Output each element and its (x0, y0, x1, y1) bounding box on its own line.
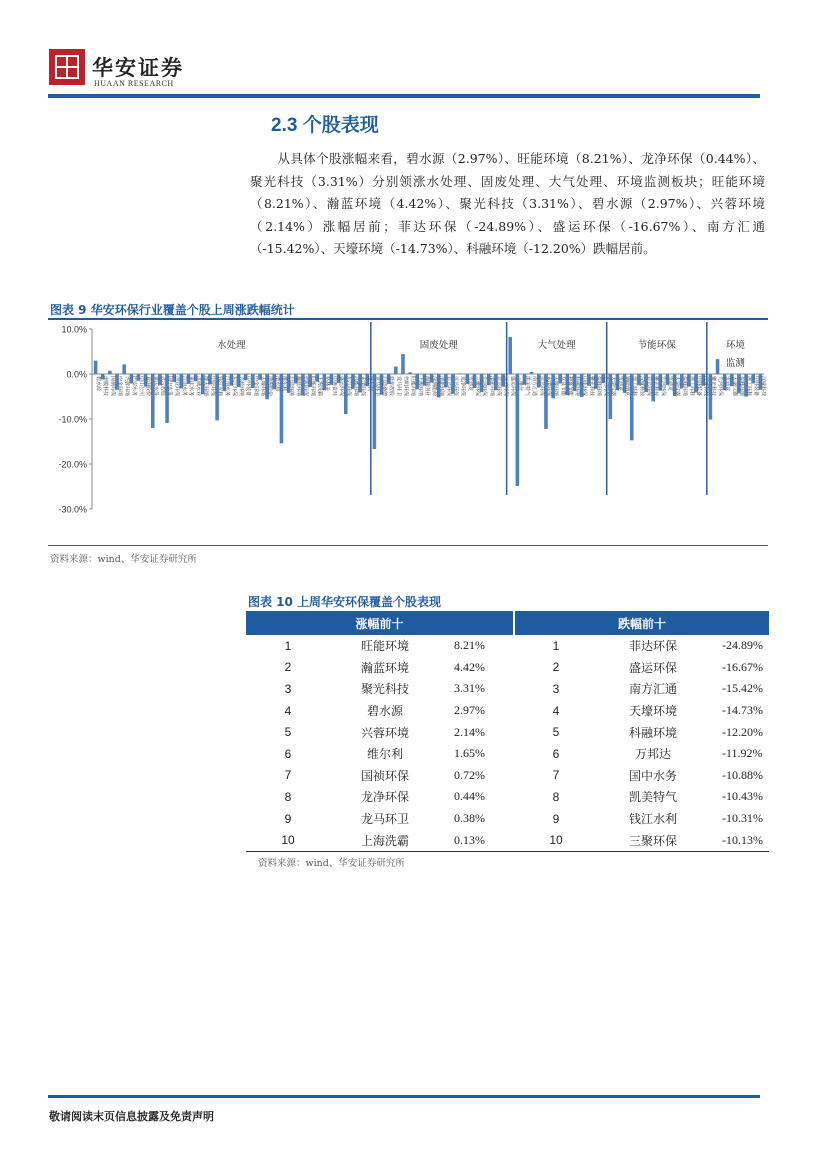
sector-label: 水处理 (217, 340, 246, 351)
category-label: 汉威科技 (759, 376, 766, 397)
loser-rank: 9 (552, 811, 560, 826)
loser-pct: -11.92% (722, 746, 763, 761)
top-movers-table (246, 611, 769, 852)
y-tick-label: 10.0% (61, 324, 87, 335)
category-label: 盈峰环境 (738, 376, 745, 397)
table-row (246, 829, 769, 851)
gainer-pct: 3.31% (454, 681, 485, 696)
category-label: 格林美 (323, 376, 330, 392)
gainer-pct: 8.21% (454, 638, 485, 653)
category-label: 天壕环境 (552, 376, 559, 397)
table-row (246, 808, 769, 830)
category-label: 钢研纳克 (624, 376, 631, 397)
category-label: 上海环境 (416, 376, 423, 397)
loser-name: 国中水务 (628, 768, 677, 783)
bar-0 (94, 361, 98, 374)
category-label: 龙马环卫 (395, 376, 402, 397)
category-label: 蓝焰控股 (388, 376, 395, 397)
table-row (246, 743, 769, 765)
gainer-rank: 6 (284, 746, 292, 761)
bar-58 (508, 337, 512, 374)
category-label: 汉威科技 (638, 376, 645, 397)
category-label: 雪迪龙 (616, 376, 623, 392)
table10-source: 资料来源：wind、华安证券研究所 (258, 858, 405, 869)
category-label: 重庆水务 (188, 376, 195, 397)
bar-42 (394, 367, 398, 374)
bar-2 (108, 371, 112, 374)
category-label: 国祯环保 (109, 376, 116, 397)
loser-pct: -14.73% (722, 703, 763, 718)
category-label: 理工环科 (745, 376, 752, 397)
category-label: 中金环境 (252, 376, 259, 397)
loser-pct: -12.20% (722, 724, 763, 739)
category-label: 天瑞仪器 (731, 376, 738, 397)
category-label: 旺能环境 (309, 376, 316, 397)
category-label: 远达环保 (538, 376, 545, 397)
category-label: 雪迪龙 (466, 376, 473, 392)
category-label: 深圳能源 (431, 376, 438, 397)
loser-rank: 7 (552, 768, 560, 783)
section-title: 2.3 个股表现 (271, 115, 379, 136)
bar-51 (458, 373, 462, 374)
y-tick-label: -20.0% (58, 459, 87, 470)
gainer-name: 兴蓉环境 (360, 725, 409, 740)
gainer-pct: 2.97% (454, 703, 485, 718)
category-label: 永清环保 (545, 376, 552, 397)
category-label: 伟明环保 (402, 376, 409, 397)
section-paragraph: 从具体个股涨幅来看，碧水源（2.97%）、旺能环境（8.21%）、龙净环保（0.44%）、聚光科技（3.31%）分别领涨水处理、固废处理、大气处理、环境监测板块；旺能环境（8.21%）、瀚蓝环境（4.42%）、聚光科技（3.31%）、碧水源（2.97%）、兴蓉环境（2.14%）涨幅居前；菲达环保（-24.89%）、盛运环保（-16.67%）、南方汇通（-15.42%）、天壕环境（-14.73%）、科融环境（-12.20%）跌幅居前。 (250, 151, 765, 257)
bar-43 (401, 354, 405, 374)
category-label: 巴安水务 (130, 376, 137, 397)
figure9-bottom-rule (48, 545, 768, 546)
loser-pct: -10.31% (722, 811, 763, 826)
y-tick-label: -30.0% (58, 504, 87, 515)
category-label: 旺能环境 (409, 376, 416, 397)
table-row (246, 786, 769, 808)
table-row (246, 721, 769, 743)
category-label: 聚光科技 (652, 376, 659, 397)
category-label: 中环装备 (752, 376, 759, 397)
table10-title: 图表 10 上周华安环保覆盖个股表现 (248, 595, 442, 609)
loser-rank: 1 (552, 638, 560, 653)
category-label: 东江环保 (230, 376, 237, 397)
category-label: 中山公用 (137, 376, 144, 397)
gainer-name: 龙净环保 (360, 790, 409, 805)
gainers-header: 涨幅前十 (246, 611, 514, 635)
loser-pct: -16.67% (722, 659, 763, 674)
category-label: 汉威科技 (702, 376, 709, 397)
category-label: 理工环科 (688, 376, 695, 397)
category-label: 国中水务 (166, 376, 173, 397)
y-tick-label: 0.0% (66, 369, 87, 380)
loser-name: 三聚环保 (598, 829, 708, 851)
category-label: 盈峰环境 (595, 376, 602, 397)
category-label: 雪迪龙 (666, 376, 673, 392)
loser-name: 盛运环保 (628, 660, 677, 675)
loser-name: 科融环境 (628, 725, 677, 740)
gainer-rank: 4 (284, 703, 292, 718)
category-label: 清水源 (273, 376, 280, 392)
bar-4 (122, 364, 126, 374)
gainer-name: 国祯环保 (360, 768, 409, 783)
sector-label: 大气处理 (537, 340, 576, 351)
loser-name: 钱江水利 (628, 812, 677, 827)
loser-name: 南方汇通 (628, 682, 677, 697)
gainer-name: 维尔利 (366, 747, 403, 762)
gainer-rank: 10 (246, 829, 330, 851)
bar-44 (408, 372, 412, 374)
category-label: 东江环保 (345, 376, 352, 397)
category-label: 海螺创业 (423, 376, 430, 397)
category-label: 神雾节能 (566, 376, 573, 397)
gainer-rank: 2 (284, 660, 292, 675)
category-label: 聚光科技 (588, 376, 595, 397)
header-divider (48, 94, 760, 98)
category-label: 重庆水务 (152, 376, 159, 397)
gainer-rank: 8 (284, 789, 292, 804)
y-tick-label: -10.0% (58, 414, 87, 425)
category-label: 维尔利 (280, 376, 287, 392)
gainer-name: 上海洗霸 (330, 829, 440, 851)
gainer-pct: 0.13% (440, 829, 514, 851)
category-label: 雪迪龙 (724, 376, 731, 392)
table-row (246, 700, 769, 722)
gainer-pct: 0.38% (454, 811, 485, 826)
category-label: 南方汇通 (531, 376, 538, 397)
table-row (246, 657, 769, 679)
company-name-en: HUAAN RESEARCH (94, 79, 174, 88)
gainer-pct: 2.14% (454, 724, 485, 739)
category-label: 伟明环保 (302, 376, 309, 397)
company-logo-mark (49, 49, 85, 85)
category-label: 三维丝 (516, 376, 523, 392)
gainer-name: 聚光科技 (360, 682, 409, 697)
gainer-rank: 1 (284, 638, 292, 653)
category-label: 菲达环保 (645, 376, 652, 397)
category-label: 天瑞仪器 (674, 376, 681, 397)
category-label: 理工环科 (631, 376, 638, 397)
category-label: 上海洗霸 (316, 376, 323, 397)
category-label: 聚光科技 (709, 376, 716, 397)
loser-rank: 2 (552, 660, 560, 675)
loser-rank: 6 (552, 746, 560, 761)
category-label: 先河环保 (659, 376, 666, 397)
loser-rank: 10 (514, 829, 598, 851)
sector-label: 监测 (725, 358, 745, 369)
loser-name: 天壕环境 (628, 704, 677, 719)
category-label: 兴源环境 (238, 376, 245, 397)
category-label: 天瑞仪器 (609, 376, 616, 397)
bar-61 (530, 372, 534, 374)
category-label: 凯美特气 (524, 376, 531, 397)
loser-name: 菲达环保 (628, 639, 677, 654)
loser-rank: 8 (552, 789, 560, 804)
loser-name: 凯美特气 (628, 790, 677, 805)
category-label: 清新环境 (488, 376, 495, 397)
category-label: 盈峰环境 (681, 376, 688, 397)
loser-pct: -15.42% (722, 681, 763, 696)
loser-rank: 4 (552, 703, 560, 718)
category-label: 启迪桑德 (381, 376, 388, 397)
loser-pct: -10.88% (722, 767, 763, 782)
table-row (246, 635, 769, 657)
company-name-cn: 华安证券 (92, 55, 184, 80)
category-label: 清新环境 (438, 376, 445, 397)
category-label: 盛运环保 (338, 376, 345, 397)
category-label: 中金环境 (116, 376, 123, 397)
table-row (246, 678, 769, 700)
gainer-name: 瀚蓝环境 (360, 660, 409, 675)
sector-label: 节能环保 (637, 340, 676, 351)
sector-label: 环境 (725, 340, 745, 351)
category-label: 碧水源 (95, 376, 102, 392)
category-label: 远达环保 (502, 376, 509, 397)
gainer-name: 旺能环境 (360, 639, 409, 654)
category-label: 双良节能 (559, 376, 566, 397)
category-label: 启迪环境 (288, 376, 295, 397)
figure9-title: 图表 9 华安环保行业覆盖个股上周涨跌幅统计 (50, 303, 295, 317)
gainer-pct: 0.72% (454, 767, 485, 782)
category-label: 武汉控股 (159, 376, 166, 397)
category-label: 中环装备 (245, 376, 252, 397)
category-label: 菲达环保 (495, 376, 502, 397)
sector-label: 固废处理 (419, 340, 458, 351)
category-label: 龙净环保 (459, 376, 466, 397)
category-label: 先河环保 (481, 376, 488, 397)
category-label: 科融环境 (574, 376, 581, 397)
category-label: 兴蓉环境 (123, 376, 130, 397)
gainer-name: 龙马环卫 (360, 812, 409, 827)
loser-pct: -10.13% (708, 829, 769, 851)
category-label: 首创股份 (145, 376, 152, 397)
category-label: 江南水务 (180, 376, 187, 397)
gainer-pct: 4.42% (454, 659, 485, 674)
figure9-source: 资料来源：wind、华安证券研究所 (50, 554, 197, 565)
category-label: 先河环保 (717, 376, 724, 397)
category-label: 钱江水利 (216, 376, 223, 397)
gainer-rank: 7 (284, 768, 292, 783)
bar-87 (716, 359, 720, 374)
losers-header: 跌幅前十 (514, 611, 769, 635)
loser-rank: 3 (552, 681, 560, 696)
category-label: 三聚环保 (473, 376, 480, 397)
category-label: 高能环境 (352, 376, 359, 397)
category-label: 瀚蓝环境 (295, 376, 302, 397)
category-label: 中环装备 (695, 376, 702, 397)
gainer-rank: 3 (284, 681, 292, 696)
category-label: 永清环保 (359, 376, 366, 397)
gainer-name: 碧水源 (366, 704, 403, 719)
loser-pct: -24.89% (722, 638, 763, 653)
category-label: 创业环保 (173, 376, 180, 397)
category-label: 中原环保 (209, 376, 216, 397)
category-label: 江南水务 (223, 376, 230, 397)
loser-rank: 5 (552, 725, 560, 740)
loser-pct: -10.43% (722, 789, 763, 804)
gainer-rank: 5 (284, 725, 292, 740)
category-label: 远达环保 (452, 376, 459, 397)
gainer-pct: 0.44% (454, 789, 485, 804)
category-label: 盛运环保 (509, 376, 516, 397)
footer-divider (48, 1095, 760, 1098)
category-label: 洪城水业 (195, 376, 202, 397)
category-label: 中再资环 (330, 376, 337, 397)
category-label: 天壕环境 (259, 376, 266, 397)
gainer-pct: 1.65% (454, 746, 485, 761)
category-label: 博天环境 (202, 376, 209, 397)
table-row (246, 765, 769, 787)
category-label: 中电环保 (581, 376, 588, 397)
category-label: 维尔利 (366, 376, 373, 392)
category-label: 津膜科技 (102, 376, 109, 397)
figure9-chart (48, 320, 768, 546)
gainer-rank: 9 (284, 811, 292, 826)
category-label: 先河环保 (602, 376, 609, 397)
loser-name: 万邦达 (634, 747, 671, 762)
category-label: 渤海股份 (266, 376, 273, 397)
footer-disclaimer: 敬请阅读末页信息披露及免责声明 (49, 1110, 214, 1123)
category-label: 龙马环卫 (373, 376, 380, 397)
category-label: 菲达环保 (445, 376, 452, 397)
